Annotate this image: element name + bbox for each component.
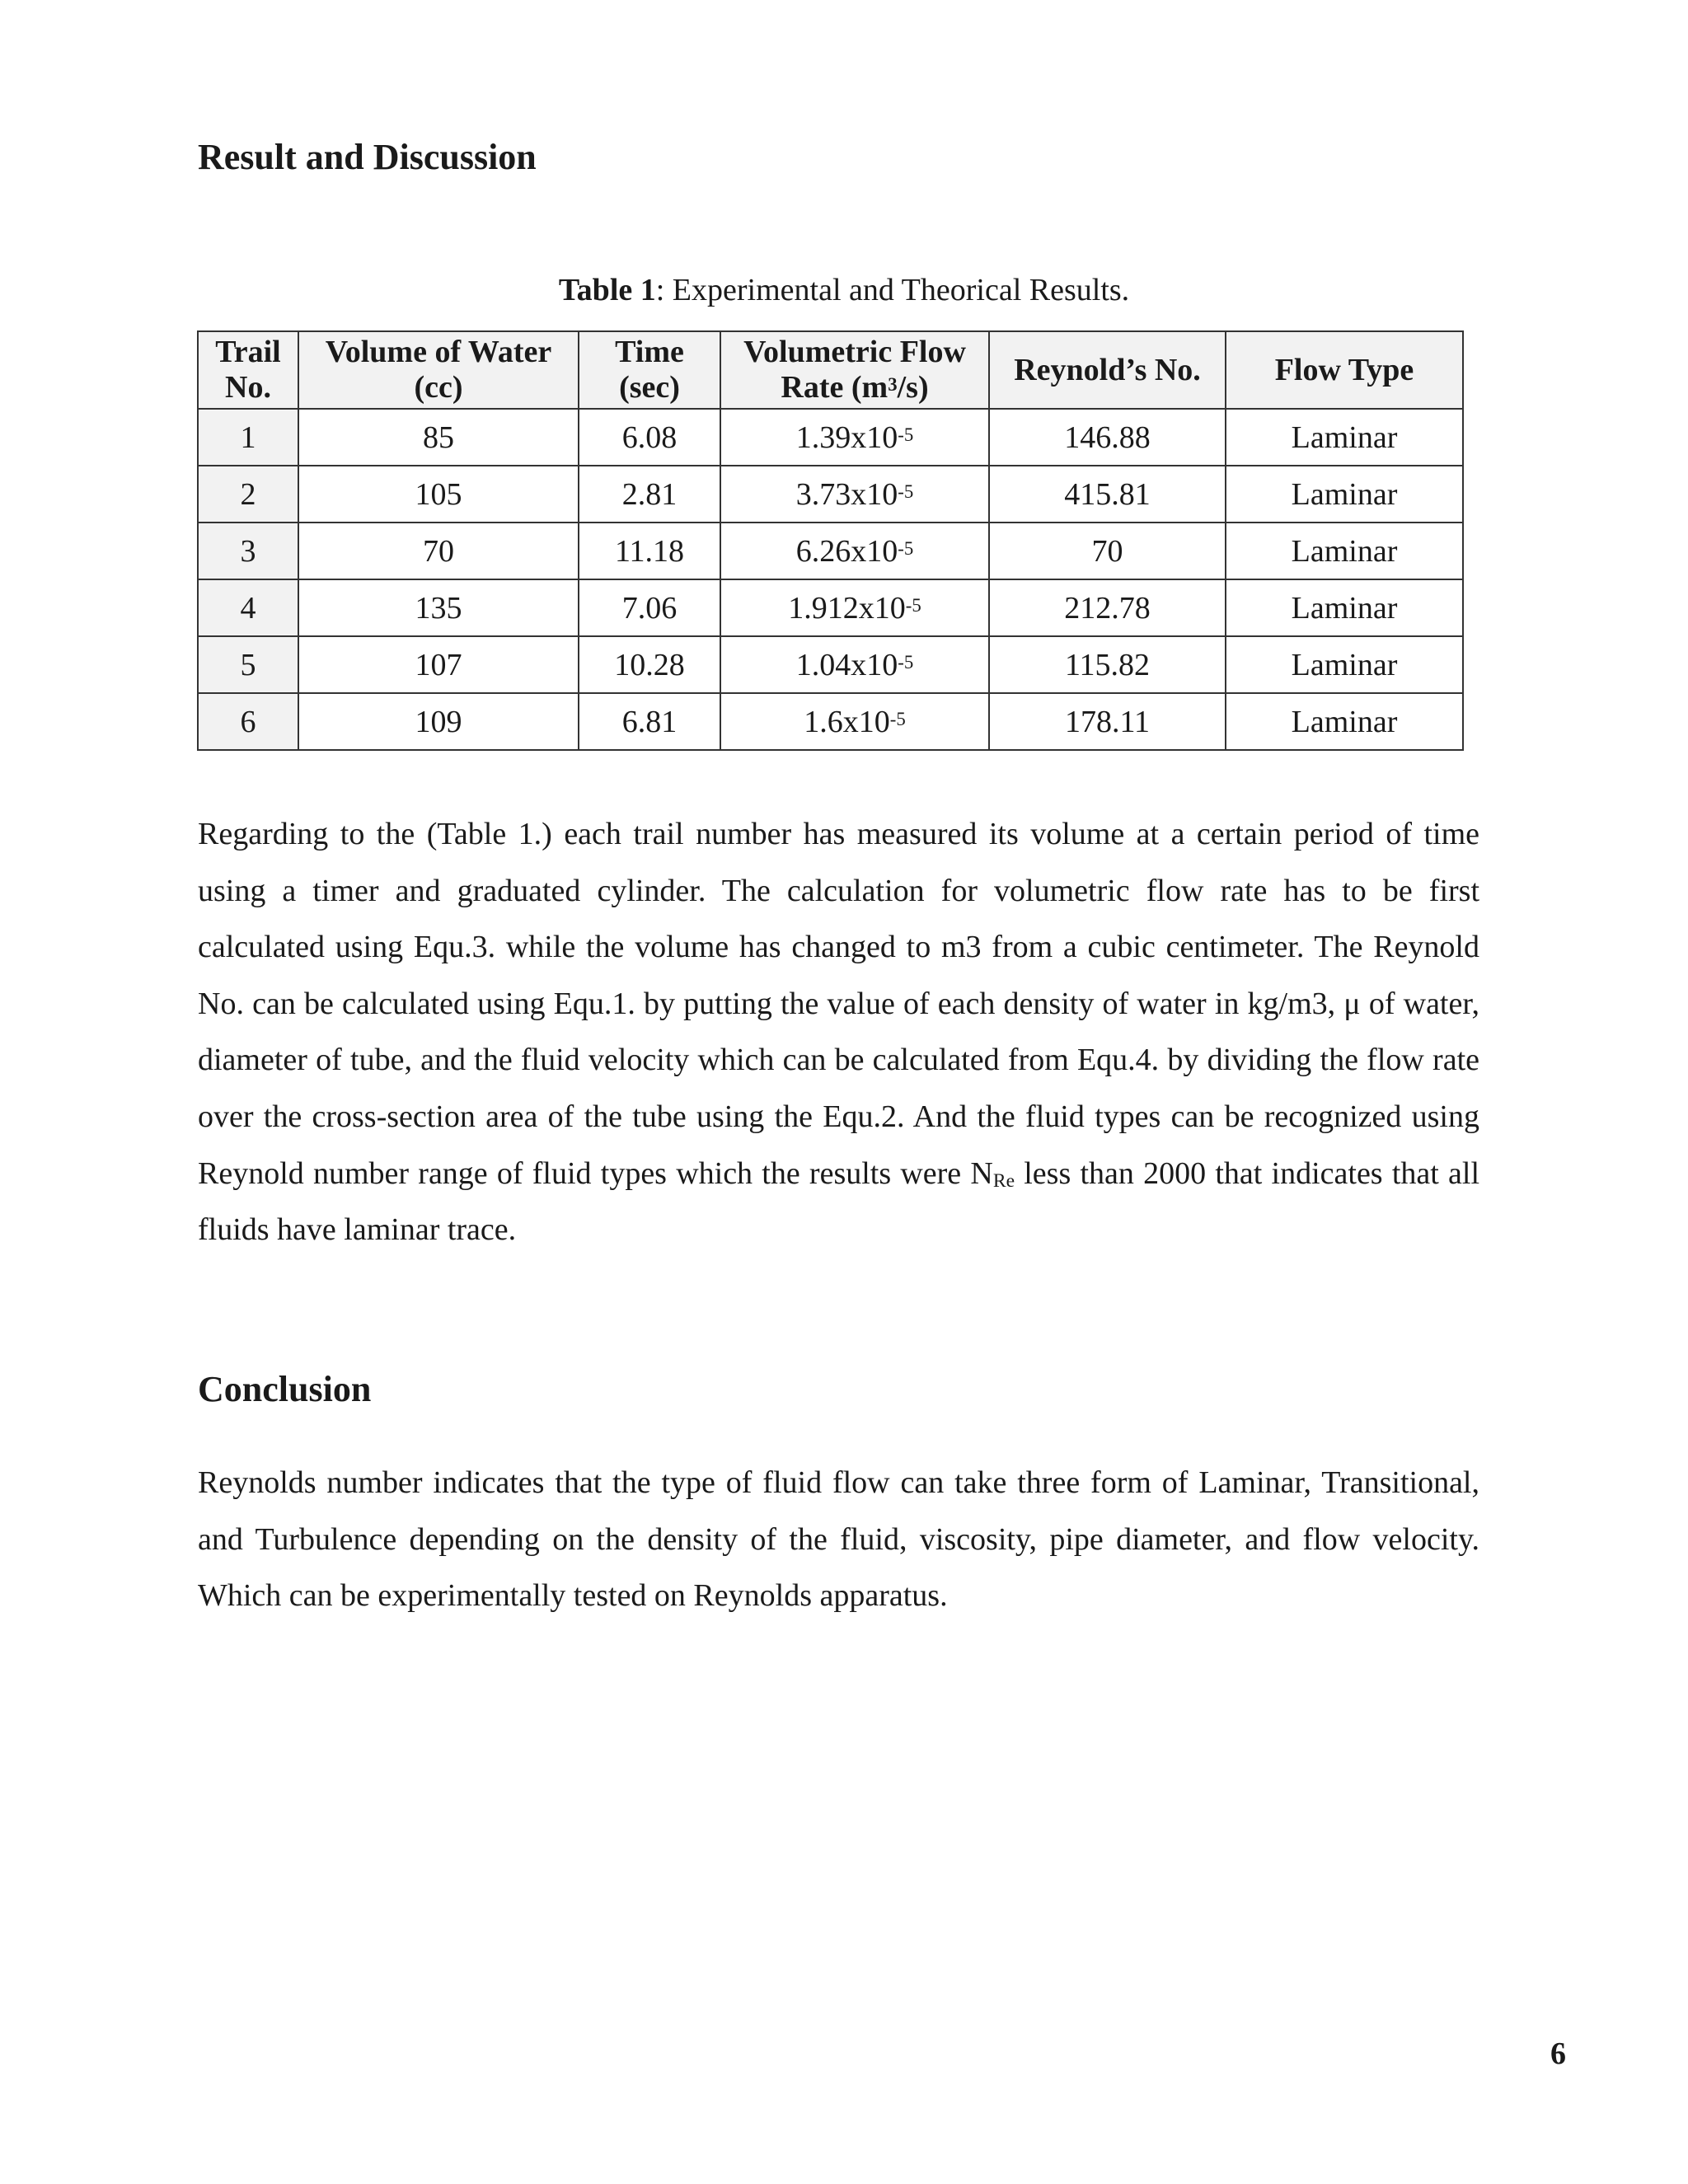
cell-time: 11.18 [579,523,720,579]
table-header-row [198,331,1463,409]
table-caption [0,272,1688,310]
cell-flow-rate: $6.26x10^{-5}$ [720,523,989,579]
cell-trail: 6 [198,693,298,750]
header-time: Time (sec) [579,331,720,409]
cell-trail: 4 [198,579,298,636]
header-reynolds: Reynold’s No. [989,331,1226,409]
header-volume: Volume of Water (cc) [298,331,579,409]
cell-flow-type: Laminar [1226,636,1463,693]
cell-volume: 109 [298,693,579,750]
cell-flow-rate: $1.6x10^{-5}$ [720,693,989,750]
cell-trail: 2 [198,466,298,523]
cell-reynolds: 178.11 [989,693,1226,750]
cell-time: 2.81 [579,466,720,523]
cell-trail: 5 [198,636,298,693]
cell-trail: 3 [198,523,298,579]
cell-reynolds: 70 [989,523,1226,579]
table-caption-text: : Experimental and Theorical Results. [655,273,1130,307]
table-row [198,693,1463,750]
conclusion-paragraph: Reynolds number indicates that the type of fluid flow can take three form of Laminar, Transitional, and Turbulence depending on the density of the fluid, viscosity, pipe diameter, and flow velocity. Which can be experimentally tested on Reynolds apparatus. [198,1465,1479,1614]
cell-reynolds: 115.82 [989,636,1226,693]
cell-flow-rate: $1.39x10^{-5}$ [720,409,989,466]
table-row [198,579,1463,636]
section-heading-conclusion: Conclusion [198,1369,372,1409]
header-flow-rate: Volumetric Flow Rate $(m^3/s)$ [720,331,989,409]
cell-flow-rate: $1.912x10^{-5}$ [720,579,989,636]
cell-reynolds: 415.81 [989,466,1226,523]
table-row [198,466,1463,523]
cell-flow-type: Laminar [1226,523,1463,579]
table-row [198,409,1463,466]
cell-volume: 135 [298,579,579,636]
page-number: 6 [1550,2036,1566,2071]
cell-flow-rate: $1.04x10^{-5}$ [720,636,989,693]
cell-reynolds: 146.88 [989,409,1226,466]
cell-flow-type: Laminar [1226,693,1463,750]
cell-flow-type: Laminar [1226,409,1463,466]
section-heading-result: Result and Discussion [198,137,537,177]
cell-flow-type: Laminar [1226,579,1463,636]
table-row [198,636,1463,693]
header-trail: Trail No. [198,331,298,409]
cell-time: 10.28 [579,636,720,693]
cell-reynolds: 212.78 [989,579,1226,636]
cell-time: 6.08 [579,409,720,466]
cell-flow-type: Laminar [1226,466,1463,523]
cell-volume: 70 [298,523,579,579]
cell-time: 6.81 [579,693,720,750]
results-table [197,330,1464,751]
cell-time: 7.06 [579,579,720,636]
discussion-paragraph: Regarding to the (Table 1.) each trail number has measured its volume at a certain period of time using a timer and graduated cylinder. The calculation for volumetric flow rate has to be first calculated using Equ.3. while the volume has changed to m3 from a cubic centimeter. The Reynold No. can be calculated using Equ.1. by putting the value of each density of water in kg/m3, μ of water, diameter of tube, and the fluid velocity which can be calculated from Equ.4. by dividing the flow rate over the cross-section area of the tube using the Equ.2. And the fluid types can be recognized using Reynold number range of fluid types which the results were $N_{Re}$ less than 2000 that indicates that all fluids have laminar trace. [198,817,1479,1248]
cell-trail: 1 [198,409,298,466]
cell-volume: 85 [298,409,579,466]
cell-flow-rate: $3.73x10^{-5}$ [720,466,989,523]
reynolds-symbol: $N_{Re}$ [970,1155,1015,1193]
header-flow-type: Flow Type [1226,331,1463,409]
cell-volume: 107 [298,636,579,693]
cell-volume: 105 [298,466,579,523]
table-caption-label: Table 1 [558,273,656,307]
table-row [198,523,1463,579]
